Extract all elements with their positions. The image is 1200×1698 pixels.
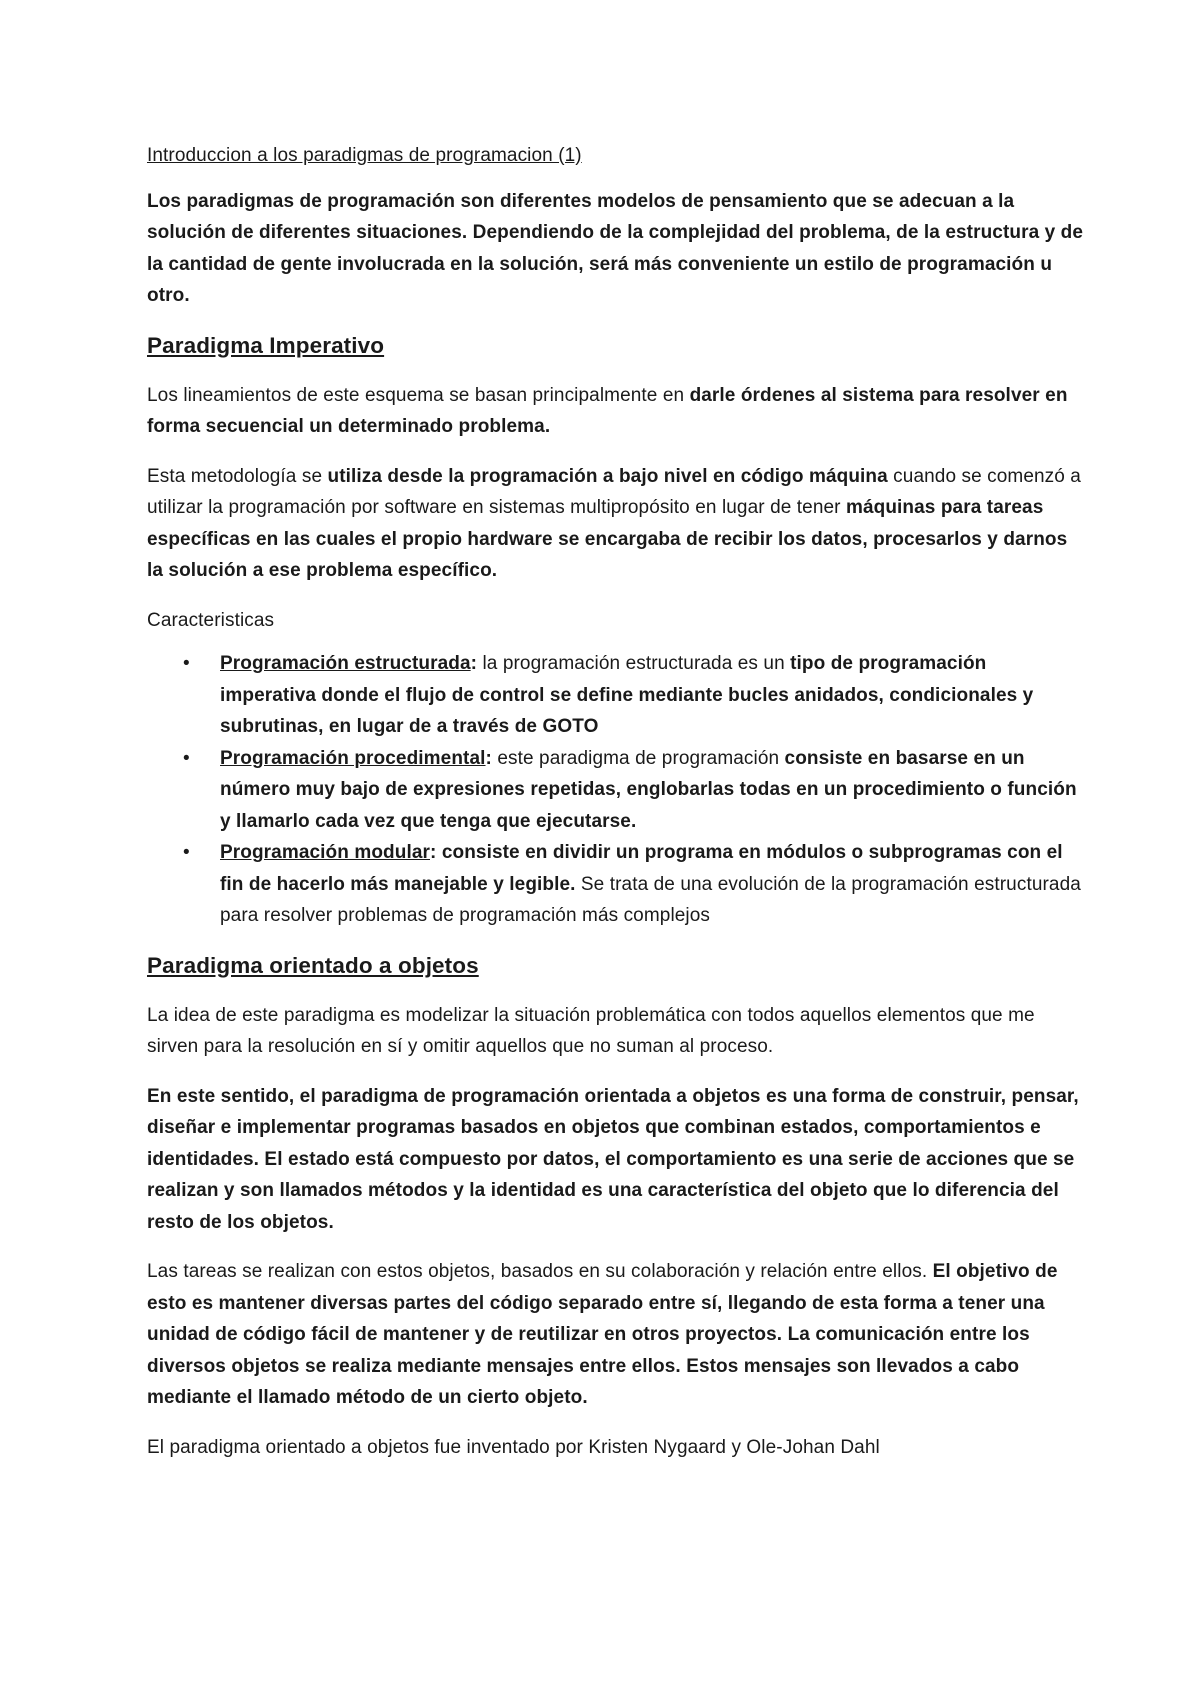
imperative-paragraph-1: [147, 380, 1087, 443]
feature-colon: :: [485, 747, 492, 769]
imperative-p2-text-c: cuando se comenzó a utilizar la programación por software en sistemas multipropósito en lugar de tener: [147, 465, 1081, 518]
bullet-icon: •: [183, 842, 190, 863]
feature-term: Programación procedimental: [220, 747, 486, 769]
feature-colon: :: [470, 653, 478, 674]
imperative-paragraph-2: [147, 461, 1087, 587]
imperative-heading: Paradigma Imperativo: [147, 332, 385, 358]
oop-p3-text: Las tareas se realizan con estos objetos, basados en su colaboración y relación entre ellos.: [147, 1261, 933, 1282]
imperative-p2-text-a: Esta metodología se: [147, 465, 328, 487]
document-page: [147, 140, 1087, 1481]
imperative-p2-bold-d: máquinas para tareas específicas en las cuales el propio hardware se encargaba de recibir los datos, procesarlos y darnos la solución a ese problema específico.: [147, 497, 1068, 581]
imperative-p1-bold: darle órdenes al sistema para resolver en forma secuencial un determinado problema.: [147, 384, 1068, 437]
oop-heading: Paradigma orientado a objetos: [147, 952, 479, 978]
oop-paragraph-1: La idea de este paradigma es modelizar la situación problemática con todos aquellos elementos que me sirven para la resolución en sí y omitir aquellos que no suman al proceso.: [147, 1004, 1035, 1057]
feature-text-b: consiste en basarse en un número muy bajo de expresiones repetidas, englobarlas todas en un procedimiento o función y llamarlo cada vez que tenga que ejecutarse.: [220, 747, 1077, 832]
oop-p3-bold: El objetivo de esto es mantener diversas partes del código separado entre sí, llegando de esta forma a tener una unidad de código fácil de mantener y de reutilizar en otros proyectos. La comunicación entre los diversos objetos se realiza mediante mensajes entre ellos. Estos mensajes son llevados a cabo mediante el llamado método de un cierto objeto.: [147, 1261, 1058, 1408]
list-item: [147, 837, 1087, 932]
feature-colon: :: [430, 842, 437, 863]
imperative-p1-text: Los lineamientos de este esquema se basan principalmente en: [147, 384, 690, 406]
features-list: [147, 648, 1087, 932]
bullet-icon: •: [183, 653, 190, 674]
list-item: [147, 743, 1087, 838]
feature-term: Programación estructurada: [220, 653, 471, 674]
feature-text-b: tipo de programación imperativa donde el flujo de control se define mediante bucles anidados, condicionales y subrutinas, en lugar de a través de GOTO: [220, 653, 1034, 737]
imperative-p2-bold-b: utiliza desde la programación a bajo nivel en código máquina: [327, 465, 888, 487]
feature-text-b: consiste en dividir un programa en módulos o subprogramas con el fin de hacerlo más manejable y legible.: [220, 842, 1063, 895]
document-title: Introduccion a los paradigmas de programacion (1): [147, 145, 582, 166]
oop-paragraph-4: El paradigma orientado a objetos fue inventado por Kristen Nygaard y Ole-Johan Dahl: [147, 1436, 880, 1458]
bullet-icon: •: [183, 747, 190, 769]
feature-term: Programación modular: [220, 842, 430, 863]
oop-paragraph-3: [147, 1256, 1087, 1414]
list-item: [147, 648, 1087, 743]
feature-text-c: Se trata de una evolución de la programación estructurada para resolver problemas de programación más complejos: [220, 873, 1081, 926]
feature-text-a: este paradigma de programación: [491, 747, 785, 769]
features-label: Caracteristicas: [147, 609, 275, 631]
intro-paragraph: Los paradigmas de programación son diferentes modelos de pensamiento que se adecuan a la solución de diferentes situaciones. Dependiendo de la complejidad del problema, de la estructura y de la cantidad de gente involucrada en la solución, será más conveniente un estilo de programación u otro.: [147, 190, 1084, 306]
oop-paragraph-2: En este sentido, el paradigma de programación orientada a objetos es una forma de construir, pensar, diseñar e implementar programas basados en objetos que combinan estados, comportamientos e identidades. El estado está compuesto por datos, el comportamiento es una serie de acciones que se realizan y son llamados métodos y la identidad es una característica del objeto que lo diferencia del resto de los objetos.: [147, 1085, 1079, 1233]
feature-text-a: la programación estructurada es un: [477, 653, 791, 674]
